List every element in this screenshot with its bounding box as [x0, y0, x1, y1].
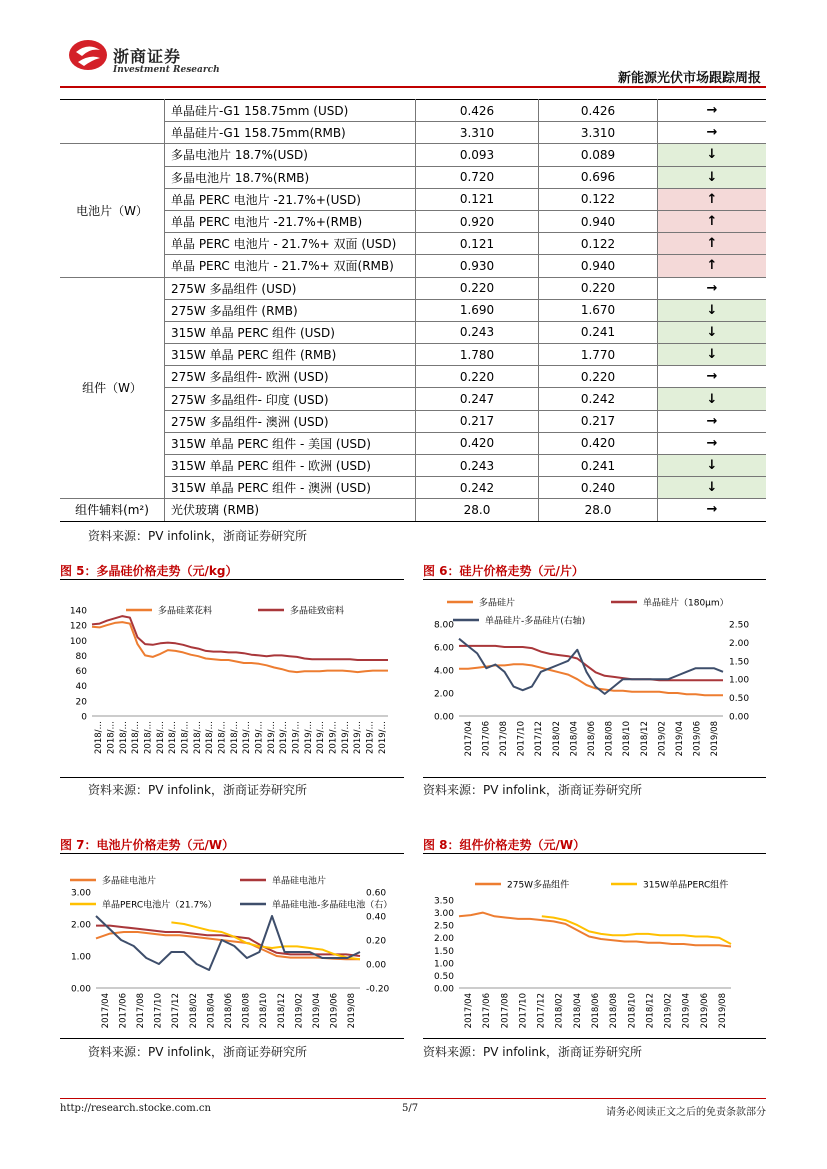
- x-tick-label: 2018/10: [627, 993, 638, 1029]
- x-tick-label: 2019/06: [692, 721, 703, 757]
- table-row: [60, 321, 766, 343]
- table-row: [60, 455, 766, 477]
- y-tick-label: 3.50: [433, 896, 454, 907]
- x-tick-label: 2018/06: [591, 993, 601, 1029]
- trend-arrow: ↓: [658, 388, 767, 410]
- fig8-source: 资料来源：PV infolink，浙商证券研究所: [423, 1045, 642, 1059]
- y-tick-label: 6.00: [433, 643, 454, 654]
- x-tick-label: 2019/02: [663, 993, 674, 1029]
- x-tick-label: 2018/02: [551, 721, 562, 757]
- table-row: [60, 477, 766, 499]
- previous-price: 0.220: [416, 366, 539, 388]
- product-name: 315W 单晶 PERC 组件 - 欧洲 (USD): [165, 455, 416, 477]
- x-tick-label: 2018/10: [622, 721, 633, 757]
- y-tick-label: 3.00: [70, 888, 91, 899]
- table-source: 资料来源：PV infolink，浙商证券研究所: [88, 529, 307, 543]
- price-table: [60, 99, 766, 522]
- series-line: [459, 646, 723, 680]
- x-tick-label: 2017/08: [499, 721, 509, 757]
- y-tick-label: 3.00: [433, 909, 454, 920]
- logo-english: Investment Research: [113, 65, 220, 75]
- product-name: 单晶 PERC 电池片 -21.7%+(RMB): [165, 210, 416, 232]
- x-tick-label: 2018/08: [604, 721, 615, 757]
- y2-tick-label: 2.00: [729, 638, 750, 649]
- series-line: [171, 922, 360, 959]
- product-name: 单晶 PERC 电池片 - 21.7%+ 双面(RMB): [165, 255, 416, 277]
- y2-tick-label: 0.50: [729, 694, 750, 705]
- table-row: [60, 366, 766, 388]
- fig5-title: 图 5：多晶硅价格走势（元/kg）: [60, 564, 238, 578]
- x-tick-label: 2019/…: [328, 721, 339, 754]
- legend-label: 单晶硅片-多晶硅片(右轴): [485, 616, 586, 627]
- y2-tick-label: 0.40: [366, 912, 387, 923]
- product-name: 275W 多晶组件 (RMB): [165, 299, 416, 321]
- series-line: [96, 916, 360, 970]
- x-tick-label: 2018/12: [645, 993, 656, 1029]
- x-tick-label: 2019/…: [266, 721, 277, 754]
- current-price: 0.426: [539, 100, 658, 122]
- y-tick-label: 120: [69, 621, 87, 632]
- previous-price: 1.690: [416, 299, 539, 321]
- x-tick-label: 2019/…: [279, 721, 290, 754]
- y-tick-label: 2.00: [70, 920, 91, 931]
- y-tick-label: 0.50: [433, 971, 454, 982]
- report-title: 新能源光伏市场跟踪周报: [617, 71, 761, 86]
- legend-label: 315W单晶PERC组件: [643, 880, 729, 891]
- y-tick-label: 20: [75, 697, 87, 708]
- x-tick-label: 2019/…: [303, 721, 314, 754]
- previous-price: 0.420: [416, 432, 539, 454]
- category-cell: 组件（W）: [60, 277, 165, 499]
- fig5-rule: [60, 579, 404, 580]
- table-row: [60, 144, 766, 166]
- footer-disclaimer: 请务必阅读正文之后的免责条款部分: [606, 1107, 766, 1118]
- fig5-chart: [60, 590, 404, 760]
- trend-arrow: ↓: [658, 166, 767, 188]
- fig8-rule: [423, 853, 766, 854]
- y-tick-label: 2.00: [433, 934, 454, 945]
- previous-price: 28.0: [416, 499, 539, 521]
- trend-arrow: ↓: [658, 321, 767, 343]
- fig6-source: 资料来源：PV infolink，浙商证券研究所: [423, 783, 642, 797]
- table-row: [60, 277, 766, 299]
- x-tick-label: 2018/…: [106, 721, 117, 754]
- previous-price: 0.093: [416, 144, 539, 166]
- x-tick-label: 2018/…: [205, 721, 216, 754]
- y-tick-label: 4.00: [433, 666, 454, 677]
- trend-arrow: →: [658, 277, 767, 299]
- trend-arrow: ↓: [658, 144, 767, 166]
- x-tick-label: 2019/08: [347, 993, 358, 1029]
- trend-arrow: ↓: [658, 344, 767, 366]
- y2-tick-label: 1.50: [729, 657, 750, 668]
- previous-price: 0.930: [416, 255, 539, 277]
- x-tick-label: 2018/02: [554, 993, 565, 1029]
- x-tick-label: 2017/04: [463, 721, 474, 757]
- x-tick-label: 2017/06: [481, 721, 492, 757]
- legend-label: 单晶硅电池-多晶硅电池（右）: [272, 900, 393, 911]
- product-name: 光伏玻璃 (RMB): [165, 499, 416, 521]
- x-tick-label: 2019/04: [312, 993, 322, 1029]
- logo-chinese: 浙商证券: [113, 47, 182, 66]
- current-price: 0.220: [539, 277, 658, 299]
- table-row: [60, 499, 766, 521]
- current-price: 0.940: [539, 255, 658, 277]
- x-tick-label: 2019/08: [717, 993, 728, 1029]
- trend-arrow: ↑: [658, 188, 767, 210]
- legend-label: 275W多晶组件: [507, 880, 570, 891]
- x-tick-label: 2017/10: [518, 993, 529, 1029]
- x-tick-label: 2019/06: [329, 993, 340, 1029]
- current-price: 3.310: [539, 122, 658, 144]
- x-tick-label: 2018/…: [180, 721, 191, 754]
- x-tick-label: 2017/06: [482, 993, 493, 1029]
- current-price: 0.122: [539, 188, 658, 210]
- current-price: 0.241: [539, 321, 658, 343]
- x-tick-label: 2018/08: [241, 993, 252, 1029]
- current-price: 0.220: [539, 366, 658, 388]
- previous-price: 3.310: [416, 122, 539, 144]
- product-name: 315W 单晶 PERC 组件 (USD): [165, 321, 416, 343]
- table-row: [60, 255, 766, 277]
- fig8-title: 图 8：组件价格走势（元/W）: [423, 838, 586, 852]
- table-row: [60, 344, 766, 366]
- x-tick-label: 2019/06: [699, 993, 710, 1029]
- trend-arrow: →: [658, 499, 767, 521]
- previous-price: 0.920: [416, 210, 539, 232]
- x-tick-label: 2018/…: [155, 721, 166, 754]
- product-name: 单晶 PERC 电池片 -21.7%+(USD): [165, 188, 416, 210]
- fig6-title: 图 6：硅片价格走势（元/片）: [423, 564, 584, 578]
- product-name: 单晶硅片-G1 158.75mm(RMB): [165, 122, 416, 144]
- table-row: [60, 210, 766, 232]
- trend-arrow: →: [658, 432, 767, 454]
- fig7-rule: [60, 853, 404, 854]
- table-row: [60, 233, 766, 255]
- table-row: [60, 122, 766, 144]
- x-tick-label: 2017/12: [171, 993, 182, 1029]
- table-row: [60, 299, 766, 321]
- x-tick-label: 2019/04: [675, 721, 685, 757]
- x-tick-label: 2017/08: [500, 993, 511, 1029]
- trend-arrow: ↓: [658, 477, 767, 499]
- fig7-bottom-rule: [60, 1038, 404, 1039]
- current-price: 0.089: [539, 144, 658, 166]
- current-price: 0.242: [539, 388, 658, 410]
- x-tick-label: 2018/…: [217, 721, 228, 754]
- series-line: [459, 913, 731, 947]
- x-tick-label: 2018/10: [259, 993, 270, 1029]
- x-tick-label: 2019/02: [294, 993, 305, 1029]
- y-tick-label: 2.00: [433, 689, 454, 700]
- footer-url[interactable]: http://research.stocke.com.cn: [60, 1103, 211, 1114]
- series-line: [92, 622, 388, 672]
- table-row: [60, 166, 766, 188]
- legend-label: 单晶硅电池片: [272, 876, 327, 887]
- trend-arrow: ↑: [658, 233, 767, 255]
- series-line: [542, 916, 731, 944]
- product-name: 275W 多晶组件- 欧洲 (USD): [165, 366, 416, 388]
- y-tick-label: 1.00: [433, 959, 454, 970]
- y-tick-label: 0.00: [433, 984, 454, 995]
- product-name: 多晶电池片 18.7%(USD): [165, 144, 416, 166]
- y2-tick-label: 0.00: [366, 960, 387, 971]
- current-price: 0.420: [539, 432, 658, 454]
- previous-price: 0.242: [416, 477, 539, 499]
- product-name: 275W 多晶组件- 印度 (USD): [165, 388, 416, 410]
- current-price: 0.940: [539, 210, 658, 232]
- y2-tick-label: -0.20: [366, 984, 390, 995]
- x-tick-label: 2017/04: [100, 993, 111, 1029]
- previous-price: 0.121: [416, 188, 539, 210]
- fig7-source: 资料来源：PV infolink，浙商证券研究所: [88, 1045, 307, 1059]
- current-price: 0.122: [539, 233, 658, 255]
- x-tick-label: 2017/10: [153, 993, 164, 1029]
- current-price: 1.770: [539, 344, 658, 366]
- legend-label: 多晶硅菜花料: [158, 606, 213, 617]
- x-tick-label: 2018/…: [94, 721, 105, 754]
- product-name: 315W 单晶 PERC 组件 - 美国 (USD): [165, 432, 416, 454]
- y2-tick-label: 0.60: [366, 888, 387, 899]
- x-tick-label: 2018/06: [224, 993, 234, 1029]
- x-tick-label: 2018/12: [276, 993, 287, 1029]
- x-tick-label: 2019/…: [291, 721, 302, 754]
- x-tick-label: 2019/…: [353, 721, 364, 754]
- previous-price: 0.247: [416, 388, 539, 410]
- y-tick-label: 0: [81, 712, 87, 723]
- legend-label: 多晶硅电池片: [102, 876, 157, 887]
- product-name: 单晶 PERC 电池片 - 21.7%+ 双面 (USD): [165, 233, 416, 255]
- x-tick-label: 2019/…: [254, 721, 265, 754]
- x-tick-label: 2018/04: [569, 721, 580, 757]
- x-tick-label: 2018/12: [639, 721, 650, 757]
- x-tick-label: 2017/04: [464, 993, 475, 1029]
- product-name: 315W 单晶 PERC 组件 - 澳洲 (USD): [165, 477, 416, 499]
- current-price: 0.240: [539, 477, 658, 499]
- x-tick-label: 2017/12: [536, 993, 547, 1029]
- current-price: 0.696: [539, 166, 658, 188]
- y-tick-label: 100: [69, 636, 87, 647]
- current-price: 0.217: [539, 410, 658, 432]
- fig6-bottom-rule: [423, 777, 766, 778]
- y-tick-label: 2.50: [433, 921, 454, 932]
- legend-label: 多晶硅片: [479, 598, 516, 609]
- table-row: [60, 432, 766, 454]
- category-cell: [60, 100, 165, 144]
- current-price: 28.0: [539, 499, 658, 521]
- table-row: [60, 410, 766, 432]
- x-tick-label: 2019/…: [242, 721, 253, 754]
- y-tick-label: 1.00: [70, 952, 91, 963]
- x-tick-label: 2018/04: [572, 993, 583, 1029]
- logo-icon: [68, 38, 108, 72]
- table-row: [60, 388, 766, 410]
- fig7-chart: [60, 868, 404, 1038]
- trend-arrow: →: [658, 410, 767, 432]
- x-tick-label: 2017/06: [118, 993, 129, 1029]
- y-tick-label: 40: [75, 682, 87, 693]
- y2-tick-label: 0.00: [729, 712, 750, 723]
- trend-arrow: ↑: [658, 210, 767, 232]
- y-tick-label: 0.00: [70, 984, 91, 995]
- product-name: 275W 多晶组件 (USD): [165, 277, 416, 299]
- y2-tick-label: 0.20: [366, 936, 387, 947]
- x-tick-label: 2018/04: [206, 993, 217, 1029]
- table-row: [60, 100, 766, 122]
- x-tick-label: 2018/…: [131, 721, 142, 754]
- x-tick-label: 2018/06: [587, 721, 597, 757]
- trend-arrow: →: [658, 366, 767, 388]
- x-tick-label: 2018/…: [192, 721, 203, 754]
- previous-price: 0.220: [416, 277, 539, 299]
- x-tick-label: 2018/08: [609, 993, 620, 1029]
- x-tick-label: 2019/…: [365, 721, 376, 754]
- previous-price: 0.243: [416, 321, 539, 343]
- product-name: 多晶电池片 18.7%(RMB): [165, 166, 416, 188]
- current-price: 0.241: [539, 455, 658, 477]
- y-tick-label: 140: [69, 606, 87, 617]
- header-divider: [60, 86, 766, 88]
- x-tick-label: 2019/04: [681, 993, 692, 1029]
- x-tick-label: 2018/…: [143, 721, 154, 754]
- product-name: 275W 多晶组件- 澳洲 (USD): [165, 410, 416, 432]
- y-tick-label: 80: [75, 651, 87, 662]
- trend-arrow: →: [658, 122, 767, 144]
- fig6-chart: [423, 590, 766, 760]
- x-tick-label: 2018/…: [168, 721, 179, 754]
- trend-arrow: ↑: [658, 255, 767, 277]
- trend-arrow: ↓: [658, 299, 767, 321]
- previous-price: 0.426: [416, 100, 539, 122]
- previous-price: 0.243: [416, 455, 539, 477]
- previous-price: 0.121: [416, 233, 539, 255]
- fig5-source: 资料来源：PV infolink，浙商证券研究所: [88, 783, 307, 797]
- previous-price: 0.217: [416, 410, 539, 432]
- y-tick-label: 60: [75, 667, 87, 678]
- x-tick-label: 2018/…: [118, 721, 129, 754]
- trend-arrow: →: [658, 100, 767, 122]
- x-tick-label: 2019/…: [316, 721, 327, 754]
- legend-label: 单晶PERC电池片（21.7%）: [102, 900, 217, 911]
- x-tick-label: 2018/02: [188, 993, 199, 1029]
- y2-tick-label: 2.50: [729, 620, 750, 631]
- x-tick-label: 2017/10: [516, 721, 527, 757]
- previous-price: 0.720: [416, 166, 539, 188]
- series-line: [92, 616, 388, 660]
- fig7-title: 图 7：电池片价格走势（元/W）: [60, 838, 235, 852]
- previous-price: 1.780: [416, 344, 539, 366]
- x-tick-label: 2019/08: [710, 721, 721, 757]
- x-tick-label: 2019/02: [657, 721, 668, 757]
- x-tick-label: 2017/08: [136, 993, 146, 1029]
- y-tick-label: 1.50: [433, 946, 454, 957]
- category-cell: 组件辅料(m²): [60, 499, 165, 521]
- category-cell: 电池片（W）: [60, 144, 165, 277]
- x-tick-label: 2018/…: [229, 721, 240, 754]
- x-tick-label: 2017/12: [534, 721, 545, 757]
- fig5-bottom-rule: [60, 777, 404, 778]
- legend-label: 单晶硅片（180μm）: [643, 598, 729, 609]
- fig6-rule: [423, 579, 766, 580]
- fig8-chart: [423, 868, 766, 1038]
- footer-divider: [60, 1098, 766, 1099]
- current-price: 1.670: [539, 299, 658, 321]
- x-tick-label: 2019/…: [340, 721, 351, 754]
- page-number: 5/7: [402, 1103, 419, 1114]
- trend-arrow: ↓: [658, 455, 767, 477]
- fig8-bottom-rule: [423, 1038, 766, 1039]
- y-tick-label: 0.00: [433, 712, 454, 723]
- product-name: 315W 单晶 PERC 组件 (RMB): [165, 344, 416, 366]
- product-name: 单晶硅片-G1 158.75mm (USD): [165, 100, 416, 122]
- x-tick-label: 2019/…: [377, 721, 388, 754]
- y-tick-label: 8.00: [433, 620, 454, 631]
- legend-label: 多晶硅致密料: [290, 606, 345, 617]
- table-row: [60, 188, 766, 210]
- y2-tick-label: 1.00: [729, 675, 750, 686]
